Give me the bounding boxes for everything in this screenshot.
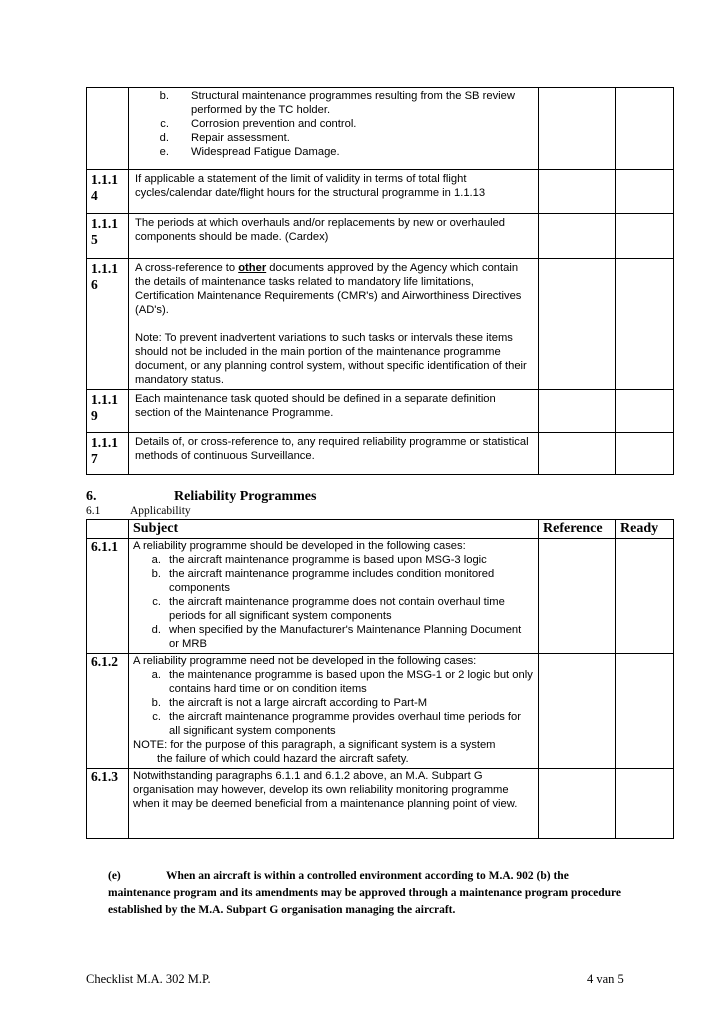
row-text-cell xyxy=(129,539,539,654)
table-row xyxy=(87,214,674,259)
ready-cell xyxy=(616,88,674,170)
reference-cell xyxy=(539,654,616,769)
row-text: If applicable a statement of the limit of validity in terms of total flight cycles/calendar date/flight hours for the structural programme in 1.1.13 xyxy=(129,170,539,214)
row-number: 1.1.1 6 xyxy=(87,259,129,390)
list-marker: a. xyxy=(151,669,161,681)
row-note-continued: the failure of which could hazard the aircraft safety. xyxy=(157,753,409,765)
reliability-programme-table xyxy=(86,519,674,839)
list-marker: d. xyxy=(151,624,161,636)
reference-cell xyxy=(539,88,616,170)
list-marker: b. xyxy=(159,90,169,102)
table-row xyxy=(87,390,674,433)
row-text: Notwithstanding paragraphs 6.1.1 and 6.1.2 above, an M.A. Subpart G organisation may however, develop its own reliability monitoring programme when it may be deemed beneficial from a maintenance planning point of view. xyxy=(129,769,539,839)
ready-cell xyxy=(616,170,674,214)
ready-cell xyxy=(616,214,674,259)
maintenance-programme-table xyxy=(86,87,674,475)
row-intro: A reliability programme should be developed in the following cases: xyxy=(133,540,466,552)
list-marker: c. xyxy=(152,711,161,723)
row-number: 1.1.1 7 xyxy=(87,433,129,475)
table-row xyxy=(87,259,674,390)
list-item: the aircraft maintenance programme does not contain overhaul time periods for all significant system components xyxy=(169,596,505,622)
row-number: 6.1.2 xyxy=(87,654,129,769)
reference-cell xyxy=(539,390,616,433)
list-item: when specified by the Manufacturer's Maintenance Planning Document or MRB xyxy=(169,624,522,650)
header-blank-cell xyxy=(87,520,129,539)
page-number: 4 van 5 xyxy=(587,972,624,986)
row-note: NOTE: for the purpose of this paragraph, a significant system is a system xyxy=(133,739,496,751)
ready-cell xyxy=(616,654,674,769)
row-number: 6.1.3 xyxy=(87,769,129,839)
row-text: Details of, or cross-reference to, any required reliability programme or statistical methods of continuous Surveillance. xyxy=(129,433,539,475)
header-subject: Subject xyxy=(129,520,539,539)
section-title: Reliability Programmes xyxy=(174,489,317,504)
row-number-cell xyxy=(87,88,129,170)
paragraph-text: When an aircraft is within a controlled environment according to M.A. 902 (b) the maintenance program and its amendments may be approved through a maintenance program procedure established by the M.A. Subpart G organisation managing the aircraft. xyxy=(108,870,622,916)
section-number: 6. xyxy=(86,489,97,504)
list-item: Structural maintenance programmes resulting from the SB review performed by the TC holder. xyxy=(191,90,515,116)
list-item: the aircraft is not a large aircraft according to Part-M xyxy=(169,697,428,709)
ready-cell xyxy=(616,390,674,433)
row-text-part: A cross-reference to xyxy=(135,262,239,274)
list-item: Repair assessment. xyxy=(191,132,290,144)
row-number: 1.1.1 5 xyxy=(87,214,129,259)
table-row xyxy=(87,769,674,839)
list-marker: c. xyxy=(160,118,169,130)
list-marker: b. xyxy=(151,568,161,580)
reference-cell xyxy=(539,259,616,390)
list-item: the aircraft maintenance programme includes condition monitored components xyxy=(169,568,495,594)
list-marker: e. xyxy=(159,146,169,158)
ready-cell xyxy=(616,539,674,654)
reference-cell xyxy=(539,433,616,475)
row-text-cell xyxy=(129,88,539,170)
list-marker: d. xyxy=(159,132,169,144)
row-intro: A reliability programme need not be developed in the following cases: xyxy=(133,655,477,667)
table-row xyxy=(87,654,674,769)
list-item: Corrosion prevention and control. xyxy=(191,118,357,130)
subsection-title: Applicability xyxy=(130,505,191,517)
ready-cell xyxy=(616,769,674,839)
row-text-cell xyxy=(129,654,539,769)
row-number: 6.1.1 xyxy=(87,539,129,654)
list-item: the maintenance programme is based upon the MSG-1 or 2 logic but only contains hard time or on condition items xyxy=(169,669,533,695)
row-number: 1.1.1 4 xyxy=(87,170,129,214)
row-note: Note: To prevent inadvertent variations to such tasks or intervals these items should not be included in the main portion of the maintenance programme document, or any planning control system, without specific identification of their mandatory status. xyxy=(135,332,527,386)
list-item: Widespread Fatigue Damage. xyxy=(191,146,340,158)
row-text: Each maintenance task quoted should be defined in a separate definition section of the Maintenance Programme. xyxy=(129,390,539,433)
reference-cell xyxy=(539,539,616,654)
table-row xyxy=(87,539,674,654)
table-row xyxy=(87,433,674,475)
header-ready: Ready xyxy=(616,520,674,539)
header-reference: Reference xyxy=(539,520,616,539)
list-marker: c. xyxy=(152,596,161,608)
emphasis-text: other xyxy=(238,262,267,274)
list-item: the aircraft maintenance programme provides overhaul time periods for all significant system components xyxy=(169,711,521,737)
ready-cell xyxy=(616,433,674,475)
header-row xyxy=(87,520,674,539)
row-text-cell xyxy=(129,259,539,390)
subsection-number: 6.1 xyxy=(86,505,101,517)
table-row xyxy=(87,88,674,170)
paragraph-e xyxy=(108,868,628,919)
list-marker: a. xyxy=(151,554,161,566)
paragraph-marker: (e) xyxy=(108,870,121,882)
reference-cell xyxy=(539,769,616,839)
reference-cell xyxy=(539,170,616,214)
list-marker: b. xyxy=(151,697,161,709)
row-text-part: documents approved by the Agency which contain the details of maintenance tasks related to mandatory life limitations, Certification Maintenance Requirements (CMR's) and Airworthiness Directives (AD's). xyxy=(135,262,522,316)
list-item: the aircraft maintenance programme is based upon MSG-3 logic xyxy=(169,554,487,566)
row-number: 1.1.1 9 xyxy=(87,390,129,433)
row-text: The periods at which overhauls and/or replacements by new or overhauled components should be made. (Cardex) xyxy=(129,214,539,259)
footer-left: Checklist M.A. 302 M.P. xyxy=(86,972,211,986)
ready-cell xyxy=(616,259,674,390)
reference-cell xyxy=(539,214,616,259)
table-row xyxy=(87,170,674,214)
